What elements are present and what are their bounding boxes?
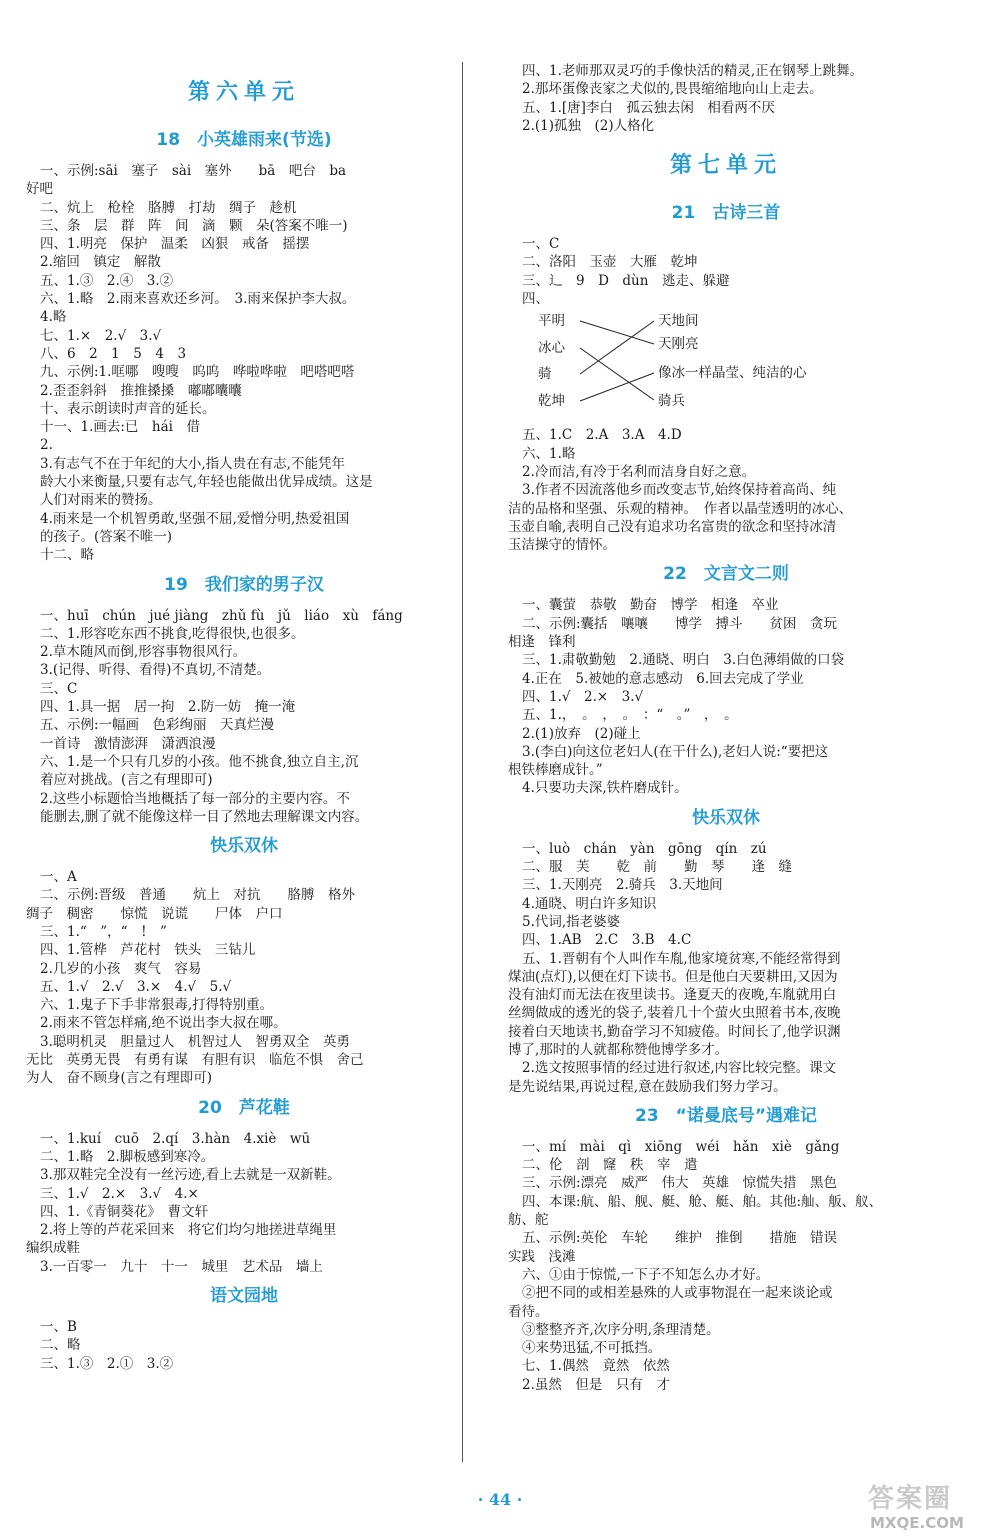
match-right-3: 像冰一样晶莹、纯洁的心 [658,365,807,382]
answer-line: 玉洁操守的情怀。 [508,537,616,554]
answer-line: 3.(李白)向这位老妇人(在干什么),老妇人说:“要把这 [522,743,829,760]
answer-line: 2.歪歪斜斜 推推搡搡 嘟嘟囔囔 [40,382,242,399]
unit-seven-title: 第七单元 [669,152,782,179]
answer-line: 玉壶自喻,表明自己没有追求功名富贵的欲念和坚持冰清 [508,518,837,535]
answer-line: 能删去,删了就不能像这样一目了然地去理解课文内容。 [40,808,369,825]
answer-line: 2. [40,437,53,454]
answer-line: 三、1.肃敬勤勉 2.通晓、明白 3.白色薄绢做的口袋 [522,652,845,669]
answer-line: 2.将上等的芦花采回来 将它们均匀地搓进草绳里 [40,1222,337,1239]
answer-line: 一、1.kuí cuō 2.qí 3.hàn 4.xiè wū [40,1130,311,1147]
answer-line: 一、mí mài qì xiōng wéi hǎn xiè gǎng [522,1138,840,1155]
answer-line: 五、示例:一幅画 色彩绚丽 天真烂漫 [40,717,275,734]
answer-line: 3.那双鞋完全没有一丝污迹,看上去就是一双新鞋。 [40,1167,341,1184]
answer-line: 一、B [40,1319,77,1336]
answer-line: 相逢 锋利 [508,634,576,651]
answer-line: 四、1.√ 2.× 3.√ [522,688,644,705]
answer-line: 三、辶 9 D dùn 逃走、躲避 [522,272,730,289]
answer-line: 二、略 [40,1337,81,1354]
weekend-practice-1-answers [26,868,462,1088]
answer-line: 一、囊萤 恭敬 勤奋 博学 相逢 卒业 [522,597,779,614]
matching-diagram [508,312,944,420]
lesson-19-title: 19 我们家的男子汉 [164,574,324,595]
answer-line: 3.(记得、听得、看得)不真切,不清楚。 [40,662,271,679]
answer-line: 一、示例:sāi 塞子 sài 塞外 bā 吧台 ba [40,163,347,179]
watermark-url: MXQE.COM [870,1514,964,1532]
match-left-3: 骑 [538,366,552,383]
answer-line: 五、1.C 2.A 3.A 4.D [522,427,682,444]
answer-line: 六、1.是一个只有几岁的小孩。他不挑食,独立自主,沉 [40,753,359,770]
lesson-18-answers [26,162,462,565]
answer-line: 五、1.晋朝有个人叫作车胤,他家境贫寒,不能经常得到 [522,950,841,967]
answer-line: 一、C [522,236,560,253]
answer-line: 四、1.老师那双灵巧的手像快活的精灵,正在钢琴上跳舞。 [522,63,864,79]
answer-line: 一、luò chán yàn gōng qín zú [522,840,767,857]
answer-line: 四、1.管桦 芦花村 铁头 三钻儿 [40,942,256,959]
answer-line: 二、伦 剖 窿 秩 宰 遣 [522,1157,698,1174]
answer-line: 三、1.天刚亮 2.骑兵 3.天地间 [522,877,723,894]
answer-line: 4.只要功夫深,铁杵磨成针。 [522,780,688,797]
match-left-1: 平明 [538,313,565,330]
watermark-brand: 答案圈 [868,1484,953,1514]
answer-line: 3.作者不因流落他乡而改变志节,始终保持着高尚、纯 [522,482,837,499]
weekend-practice-2-answers [508,840,944,1096]
answer-line: 是先说结果,再说过程,意在鼓励我们努力学习。 [508,1078,787,1095]
lesson-21-answers-top [508,235,944,308]
answer-line: 三、示例:漂亮 威严 伟大 英雄 惊慌失措 黑色 [522,1175,838,1192]
answer-line: 一首诗 激情澎湃 潇洒浪漫 [40,735,216,752]
answer-line: 三、1.③ 2.① 3.② [40,1355,174,1372]
answer-line: 2.(1)孤独 (2)人格化 [522,117,655,134]
unit-six-title: 第六单元 [187,79,300,105]
answer-line: 六、1.略 [522,445,576,462]
answer-line: 看待。 [508,1303,549,1320]
answer-line: 没有油灯而无法在夜里读书。逢夏天的夜晚,车胤就用白 [508,987,837,1004]
answer-line: 5.代词,指老婆婆 [522,913,621,930]
answer-line: 人们对雨来的赞扬。 [40,492,162,509]
match-left-2: 冰心 [538,340,565,357]
continued-answers [508,62,944,135]
answer-line: 六、1.略 2.雨来喜欢还乡河。 3.雨来保护李大叔。 [40,291,356,308]
answer-line: ②把不同的或相差悬殊的人或事物混在一起来谈论或 [522,1285,833,1302]
match-left-4: 乾坤 [538,393,565,410]
answer-line: 二、示例:囊括 嚷嚷 博学 搏斗 贫困 贪玩 [522,615,838,632]
lesson-18-title: 18 小英雄雨来(节选) [156,130,332,150]
column-divider [462,62,463,1462]
answer-line: 2.雨来不管怎样痛,绝不说出李大叔在哪。 [40,1015,287,1032]
match-right-1: 天地间 [658,313,699,330]
lesson-22-title: 22 文言文二则 [663,564,789,585]
answer-line: 洁的品格和坚强、乐观的精神。 作者以晶莹透明的冰心、 [508,500,853,517]
answer-line: 四、1.具一据 居一拘 2.防一妨 掩一淹 [40,699,296,716]
answer-line: 好吧 [26,181,53,198]
answer-line: 为人 奋不顾身(言之有理即可) [26,1070,213,1087]
answer-line: 二、洛阳 玉壶 大雁 乾坤 [522,254,698,271]
answer-line: 3.有志气不在于年纪的大小,指人贵在有志,不能凭年 [40,455,345,472]
match-right-2: 天刚亮 [658,336,699,353]
answer-line: 2.冷而洁,有冷于名利而洁身自好之意。 [522,463,756,480]
answer-line: 六、1.鬼子下手非常狠毒,打得特别重。 [40,997,274,1014]
match-right-4: 骑兵 [658,393,685,410]
answer-line: 三、C [40,680,78,697]
answer-line: 二、炕上 枪栓 胳膊 打劫 绸子 趁机 [40,199,297,216]
answer-line: 八、6 2 1 5 4 3 [40,345,187,362]
answer-line: 丝绸做成的透光的袋子,装着几十个萤火虫照着书本,夜晚 [508,1005,841,1022]
answer-line: 接着白天地读书,勤奋学习不知疲倦。时间长了,他学识渊 [508,1023,841,1040]
answer-line: 煤油(点灯),以便在灯下读书。但是他白天要耕田,又因为 [508,968,838,985]
answer-line: 六、①由于惊慌,一下子不知怎么办才好。 [522,1266,770,1283]
answer-line: 舫、舵 [508,1212,549,1229]
answer-line: 博了,那时的人就都称赞他博学多才。 [508,1041,729,1058]
answer-line: 着应对挑战。(言之有理即可) [40,772,213,789]
answer-line: 4.正在 5.被她的意志感动 6.回去完成了学业 [522,670,804,687]
lesson-23-answers [508,1138,944,1394]
answer-line: ④来势迅猛,不可抵挡。 [522,1340,662,1357]
answer-line: 二、示例:晋级 普通 炕上 对抗 胳膊 格外 [40,887,356,904]
answer-line: 绸子 稠密 惊慌 说谎 尸体 户口 [26,905,283,922]
chinese-garden-answers [26,1318,462,1373]
answer-line: 4.雨来是一个机智勇敢,坚强不屈,爱憎分明,热爱祖国 [40,510,350,527]
answer-line: 五、1.[唐]李白 孤云独去闲 相看两不厌 [522,99,775,116]
lesson-22-answers [508,596,944,797]
answer-line: 二、1.形容吃东西不挑食,吃得很快,也很多。 [40,625,305,642]
answer-line: 龄大小来衡量,只要有志气,年轻也能做出优异成绩。这是 [40,474,373,491]
answer-line: 五、1.， 。 ， 。 ：“ 。” ， 。 [522,707,738,724]
answer-line: 根铁棒磨成针。” [508,762,603,779]
answer-line: 2.选文按照事情的经过进行叙述,内容比较完整。课文 [522,1060,837,1077]
weekend-practice-2-title: 快乐双休 [692,807,760,828]
answer-line: 九、示例:1.哐哪 嗖嗖 呜呜 哗啦哗啦 吧嗒吧嗒 [40,364,355,381]
lesson-21-answers-bottom [508,426,944,554]
answer-line: 三、条 层 群 阵 间 滴 颗 朵(答案不唯一) [40,217,348,234]
answer-line: 3.一百零一 九十 十一 城里 艺术品 墙上 [40,1258,323,1275]
lesson-23-title: 23 “诺曼底号”遇难记 [634,1105,817,1126]
left-column [26,62,462,1373]
right-column [508,62,944,1394]
answer-line: 无比 英勇无畏 有勇有谋 有胆有识 临危不惧 舍己 [26,1052,364,1069]
answer-line: 二、服 芙 乾 前 勤 琴 逢 缝 [522,859,792,876]
answer-line: 十、表示朗读时声音的延长。 [40,400,216,417]
answer-line: 七、1.偶然 竟然 依然 [522,1358,670,1375]
answer-line: 的孩子。(答案不唯一) [40,528,173,545]
answer-line: 四、1.明亮 保护 温柔 凶狠 戒备 摇摆 [40,236,310,253]
lesson-20-title: 20 芦花鞋 [198,1097,290,1118]
answer-line: 七、1.× 2.√ 3.√ [40,327,162,344]
answer-line: 十二、略 [40,547,94,564]
answer-line: 一、huī chún jué jiàng zhǔ fù jǔ liáo xù fáng [40,607,403,624]
answer-line: 四、1.AB 2.C 3.B 4.C [522,932,692,949]
answer-line: 十一、1.画去:已 hái 借 [40,419,200,436]
lesson-21-title: 21 古诗三首 [671,203,781,224]
answer-line: 五、1.③ 2.④ 3.② [40,272,174,289]
answer-line: 四、1.《青铜葵花》 曹文轩 [40,1203,209,1220]
lesson-20-answers [26,1130,462,1276]
answer-line: 4.通晓、明白许多知识 [522,895,657,912]
watermark-logo [860,1478,992,1536]
answer-line: 2.这些小标题恰当地概括了每一部分的主要内容。不 [40,790,350,807]
answer-line: 三、1.√ 2.× 3.√ 4.× [40,1185,199,1202]
chinese-garden-title: 语文园地 [210,1286,278,1307]
answer-line: 五、1.√ 2.√ 3.× 4.√ 5.√ [40,978,232,995]
answer-line: 四、本课:航、船、舰、艇、舱、艇、舶。其他:舢、舨、舣、 [522,1193,883,1210]
answer-line: 2.那坏蛋像丧家之犬似的,畏畏缩缩地向山上走去。 [522,81,823,98]
answer-line: 2.虽然 但是 只有 才 [522,1376,670,1393]
page-number: · 44 · [477,1490,523,1509]
answer-line: 3.聪明机灵 胆量过人 机智过人 智勇双全 英勇 [40,1033,350,1050]
answer-line: ③整整齐齐,次序分明,条理清楚。 [522,1321,720,1338]
answer-line: 五、示例:英伦 车轮 维护 推倒 措施 错误 [522,1230,838,1247]
answer-line: 实践 浅滩 [508,1248,576,1265]
answer-line: 2.缩回 镇定 解散 [40,254,161,271]
weekend-practice-1-title: 快乐双休 [210,836,278,857]
answer-line: 2.草木随风而倒,形容事物很风行。 [40,644,247,661]
answer-line: 四、 [522,291,549,308]
answer-line: 三、1.“ ”，“ ! ” [40,923,167,940]
answer-line: 2.(1)放弃 (2)碰上 [522,725,641,742]
answer-line: 二、1.略 2.脚板感到寒冷。 [40,1148,215,1165]
answer-line: 编织成鞋 [26,1240,80,1257]
lesson-19-answers [26,607,462,827]
answer-line: 4.略 [40,309,67,326]
answer-line: 2.几岁的小孩 爽气 容易 [40,960,202,977]
answer-line: 一、A [40,869,77,886]
